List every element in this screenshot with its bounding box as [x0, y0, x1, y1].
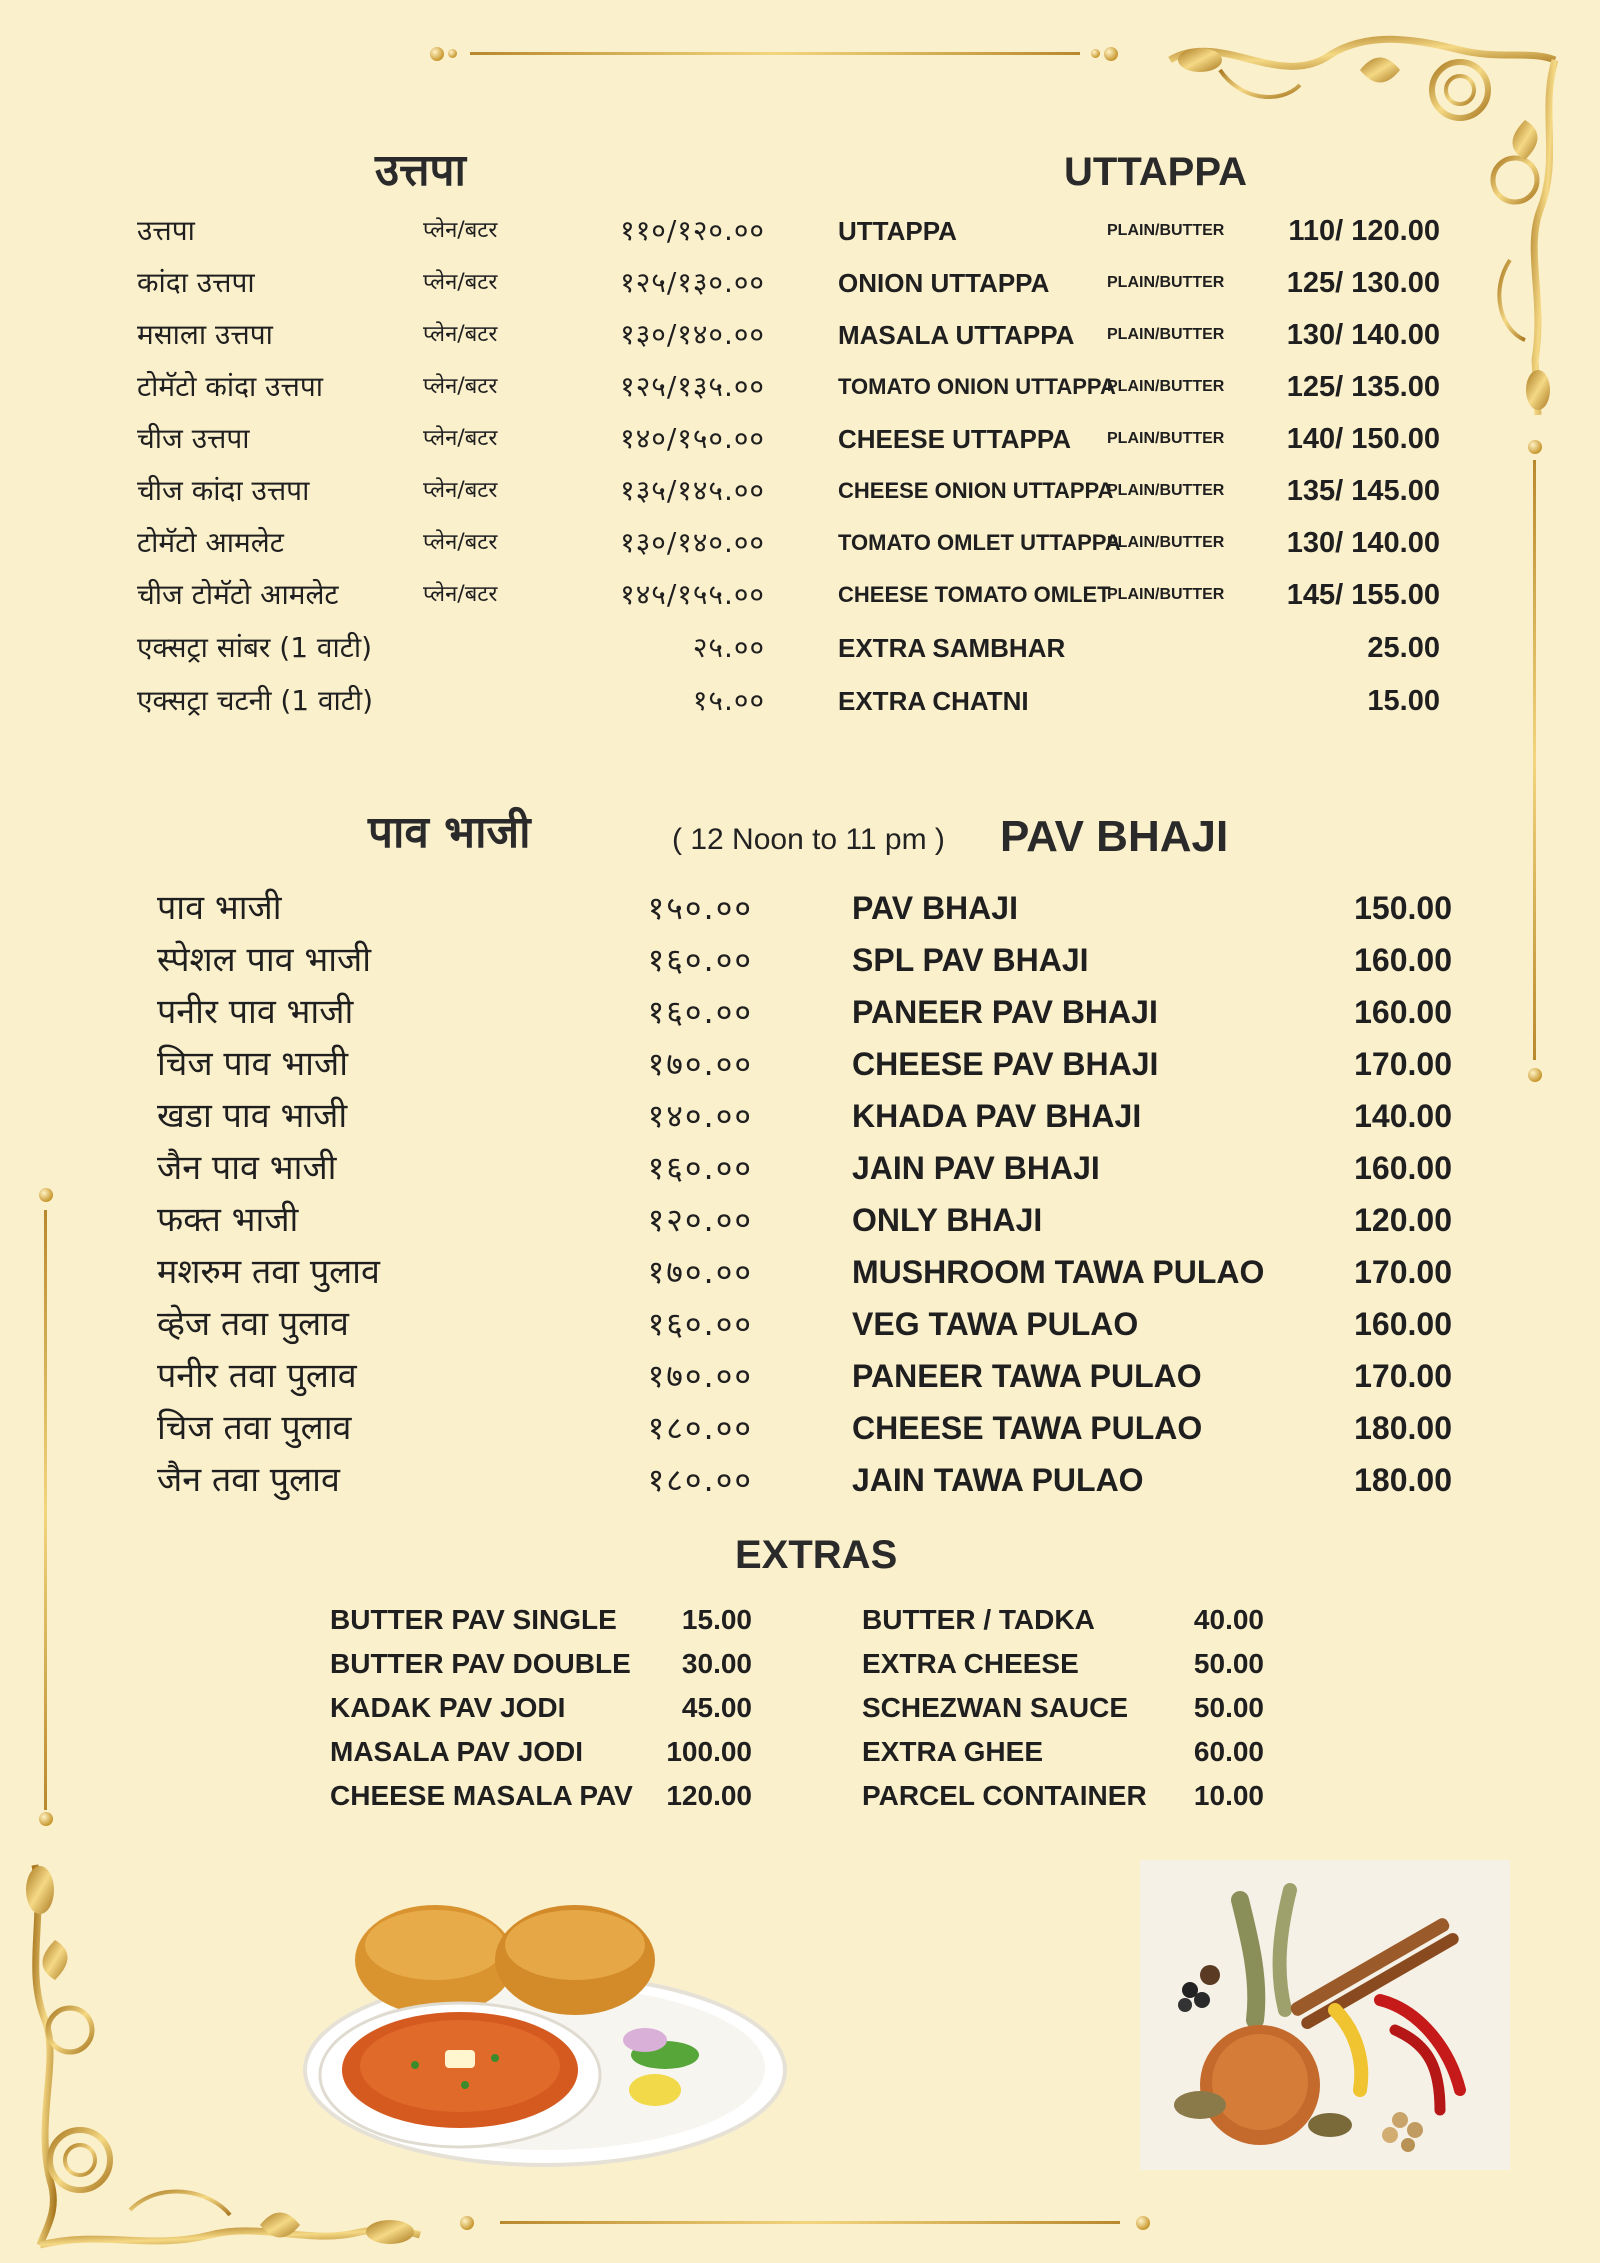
- list-item: [0, 1142, 1600, 1194]
- item-name-mr: एक्सट्रा चटनी (1 वाटी): [137, 684, 374, 717]
- item-price-mr: ११०/१२०.००: [620, 214, 765, 247]
- item-name-en: ONION UTTAPPA: [838, 268, 1050, 298]
- item-price-en: 15.00: [1367, 685, 1440, 717]
- item-name-en: SPL PAV BHAJI: [852, 942, 1089, 978]
- item-type-en: PLAIN/BUTTER: [1107, 326, 1225, 343]
- item-name-mr: उत्तपा: [137, 214, 195, 247]
- item-name-en: CHEESE UTTAPPA: [838, 424, 1072, 454]
- item-type-mr: प्लेन/बटर: [423, 582, 498, 607]
- item-price-en: 150.00: [1354, 890, 1452, 926]
- list-item: [0, 1402, 1600, 1454]
- list-item: [0, 309, 1600, 361]
- item-name-en: KHADA PAV BHAJI: [852, 1098, 1142, 1134]
- item-type-en: PLAIN/BUTTER: [1107, 534, 1225, 551]
- item-type-en: PLAIN/BUTTER: [1107, 430, 1225, 447]
- item-name-mr: जैन तवा पुलाव: [157, 1460, 340, 1500]
- item-name-en: UTTAPPA: [838, 216, 957, 246]
- item-price-mr: १७०.००: [647, 1045, 753, 1083]
- item-name-mr: चीज टोमॅटो आमलेट: [137, 578, 339, 611]
- item-price-en: 130/ 140.00: [1286, 527, 1440, 559]
- item-price-en: 160.00: [1354, 1150, 1452, 1186]
- item-price-mr: १६०.००: [647, 1305, 753, 1343]
- item-price-en: 125/ 135.00: [1286, 371, 1440, 403]
- item-name-mr: टोमॅटो कांदा उत्तपा: [137, 370, 323, 403]
- item-price-en: 130/ 140.00: [1286, 319, 1440, 351]
- item-price-mr: १४५/१५५.००: [620, 578, 765, 611]
- item-price-en: 135/ 145.00: [1286, 475, 1440, 507]
- extra-price: 50.00: [1193, 1648, 1264, 1679]
- item-name-en: JAIN PAV BHAJI: [852, 1150, 1100, 1186]
- item-name-en: MUSHROOM TAWA PULAO: [852, 1254, 1265, 1290]
- top-divider: [470, 52, 1080, 55]
- item-price-mr: १६०.००: [647, 1149, 753, 1187]
- list-item: [0, 1642, 1600, 1686]
- list-item: [0, 569, 1600, 621]
- item-name-en: CHEESE ONION UTTAPPA: [838, 478, 1114, 503]
- item-price-mr: १३०/१४०.००: [620, 318, 765, 351]
- list-item: [0, 1194, 1600, 1246]
- extra-price: 45.00: [681, 1692, 752, 1723]
- extra-price: 10.00: [1193, 1780, 1264, 1811]
- item-type-mr: प्लेन/बटर: [423, 322, 498, 347]
- list-item: [0, 257, 1600, 309]
- item-name-mr: कांदा उत्तपा: [137, 266, 255, 299]
- item-type-en: PLAIN/BUTTER: [1107, 586, 1225, 603]
- item-name-mr: खडा पाव भाजी: [157, 1096, 348, 1136]
- item-name-en: CHEESE PAV BHAJI: [852, 1046, 1159, 1082]
- extra-name: PARCEL CONTAINER: [862, 1780, 1147, 1811]
- list-item: [0, 1774, 1600, 1818]
- item-name-mr: मसाला उत्तपा: [137, 318, 273, 351]
- item-name-en: TOMATO OMLET UTTAPPA: [838, 530, 1121, 555]
- list-item: [0, 1350, 1600, 1402]
- item-type-mr: प्लेन/बटर: [423, 270, 498, 295]
- item-name-mr: टोमॅटो आमलेट: [137, 526, 284, 559]
- item-price-mr: २५.००: [692, 631, 765, 664]
- extra-name: MASALA PAV JODI: [330, 1736, 584, 1767]
- item-price-en: 160.00: [1354, 994, 1452, 1030]
- uttapa-title-en: UTTAPPA: [1064, 150, 1247, 194]
- item-name-en: EXTRA CHATNI: [838, 686, 1029, 716]
- item-price-mr: १३०/१४०.००: [620, 526, 765, 559]
- uttapa-title-mr: उत्तपा: [375, 145, 466, 196]
- top-dot-right-2: [1091, 49, 1100, 58]
- bottom-dot-left: [460, 2216, 474, 2230]
- list-item: [0, 622, 1600, 674]
- item-name-mr: चीज उत्तपा: [137, 422, 250, 455]
- item-price-en: 25.00: [1367, 632, 1440, 664]
- extra-price: 50.00: [1193, 1692, 1264, 1723]
- item-price-mr: १५.००: [692, 684, 765, 717]
- list-item: [0, 361, 1600, 413]
- item-price-en: 120.00: [1354, 1202, 1452, 1238]
- item-type-mr: प्लेन/बटर: [423, 374, 498, 399]
- item-name-mr: पनीर पाव भाजी: [157, 992, 354, 1032]
- list-item: [0, 1090, 1600, 1142]
- list-item: [0, 517, 1600, 569]
- item-price-mr: १७०.००: [647, 1357, 753, 1395]
- extra-price: 15.00: [681, 1604, 752, 1635]
- item-name-mr: पनीर तवा पुलाव: [157, 1356, 357, 1396]
- list-item: [0, 1038, 1600, 1090]
- extra-name: BUTTER / TADKA: [862, 1604, 1095, 1635]
- item-price-en: 180.00: [1354, 1462, 1452, 1498]
- list-item: [0, 1454, 1600, 1506]
- item-price-mr: १६०.००: [647, 993, 753, 1031]
- extra-name: KADAK PAV JODI: [330, 1692, 566, 1723]
- item-price-en: 145/ 155.00: [1286, 579, 1440, 611]
- extra-name: BUTTER PAV SINGLE: [330, 1604, 617, 1635]
- item-type-en: PLAIN/BUTTER: [1107, 482, 1225, 499]
- list-item: [0, 882, 1600, 934]
- bottom-dot-right: [1136, 2216, 1150, 2230]
- item-name-en: EXTRA SAMBHAR: [838, 633, 1066, 663]
- extras-title: EXTRAS: [735, 1533, 898, 1577]
- extra-price: 60.00: [1193, 1736, 1264, 1767]
- extra-name: EXTRA CHEESE: [862, 1648, 1079, 1679]
- list-item: [0, 1298, 1600, 1350]
- item-type-mr: प्लेन/बटर: [423, 426, 498, 451]
- item-price-en: 170.00: [1354, 1046, 1452, 1082]
- item-price-en: 180.00: [1354, 1410, 1452, 1446]
- item-price-en: 140/ 150.00: [1286, 423, 1440, 455]
- list-item: [0, 675, 1600, 727]
- list-item: [0, 1730, 1600, 1774]
- top-dot-left: [430, 47, 444, 61]
- item-type-en: PLAIN/BUTTER: [1107, 378, 1225, 395]
- extra-price: 30.00: [681, 1648, 752, 1679]
- item-name-en: JAIN TAWA PULAO: [852, 1462, 1144, 1498]
- list-item: [0, 986, 1600, 1038]
- item-price-mr: १८०.००: [647, 1409, 753, 1447]
- item-price-mr: १३५/१४५.००: [620, 474, 765, 507]
- item-type-mr: प्लेन/बटर: [423, 478, 498, 503]
- item-price-en: 160.00: [1354, 1306, 1452, 1342]
- item-type-en: PLAIN/BUTTER: [1107, 222, 1225, 239]
- item-price-en: 170.00: [1354, 1358, 1452, 1394]
- list-item: [0, 413, 1600, 465]
- item-name-mr: जैन पाव भाजी: [157, 1148, 337, 1188]
- pavbhaji-title-en: PAV BHAJI: [1000, 812, 1229, 861]
- item-name-en: CHEESE TOMATO OMLET: [838, 582, 1111, 607]
- item-name-en: PANEER PAV BHAJI: [852, 994, 1158, 1030]
- item-price-mr: १४०/१५०.००: [620, 422, 765, 455]
- item-name-mr: चिज तवा पुलाव: [157, 1408, 352, 1448]
- item-price-mr: १२०.००: [647, 1201, 753, 1239]
- list-item: [0, 205, 1600, 257]
- item-type-mr: प्लेन/बटर: [423, 218, 498, 243]
- item-name-mr: स्पेशल पाव भाजी: [157, 940, 372, 980]
- list-item: [0, 934, 1600, 986]
- item-name-mr: चीज कांदा उत्तपा: [137, 474, 310, 507]
- item-name-en: CHEESE TAWA PULAO: [852, 1410, 1203, 1446]
- item-price-mr: १७०.००: [647, 1253, 753, 1291]
- item-name-mr: मशरुम तवा पुलाव: [157, 1252, 380, 1292]
- item-price-mr: १६०.००: [647, 941, 753, 979]
- item-name-mr: पाव भाजी: [157, 888, 282, 928]
- bottom-divider: [500, 2221, 1120, 2224]
- item-name-mr: व्हेज तवा पुलाव: [157, 1304, 349, 1344]
- pavbhaji-timing: ( 12 Noon to 11 pm ): [672, 823, 945, 856]
- list-item: [0, 1598, 1600, 1642]
- item-name-en: TOMATO ONION UTTAPPA: [838, 374, 1116, 399]
- item-type-en: PLAIN/BUTTER: [1107, 274, 1225, 291]
- item-price-mr: १२५/१३०.००: [620, 266, 765, 299]
- item-name-en: PANEER TAWA PULAO: [852, 1358, 1202, 1394]
- extra-name: EXTRA GHEE: [862, 1736, 1043, 1767]
- item-name-en: VEG TAWA PULAO: [852, 1306, 1139, 1342]
- item-price-mr: १५०.००: [647, 889, 753, 927]
- item-name-en: MASALA UTTAPPA: [838, 320, 1075, 350]
- extra-price: 120.00: [666, 1780, 752, 1811]
- top-dot-left-2: [448, 49, 457, 58]
- item-price-en: 170.00: [1354, 1254, 1452, 1290]
- list-item: [0, 1246, 1600, 1298]
- item-price-mr: १८०.००: [647, 1461, 753, 1499]
- item-type-mr: प्लेन/बटर: [423, 530, 498, 555]
- top-dot-right: [1104, 47, 1118, 61]
- extra-name: BUTTER PAV DOUBLE: [330, 1648, 631, 1679]
- item-price-mr: १२५/१३५.००: [620, 370, 765, 403]
- item-price-mr: १४०.००: [647, 1097, 753, 1135]
- item-name-en: ONLY BHAJI: [852, 1202, 1043, 1238]
- extra-name: CHEESE MASALA PAV: [330, 1780, 633, 1811]
- extra-price: 40.00: [1193, 1604, 1264, 1635]
- item-price-en: 140.00: [1354, 1098, 1452, 1134]
- list-item: [0, 465, 1600, 517]
- item-price-en: 160.00: [1354, 942, 1452, 978]
- list-item: [0, 1686, 1600, 1730]
- pav-bhaji-plate-icon: [295, 1890, 795, 2180]
- spices-icon: [1140, 1860, 1510, 2170]
- item-name-mr: फक्त भाजी: [157, 1200, 299, 1240]
- pavbhaji-title-mr: पाव भाजी: [368, 807, 531, 858]
- item-price-en: 110/ 120.00: [1288, 215, 1440, 247]
- item-name-en: PAV BHAJI: [852, 890, 1018, 926]
- item-name-mr: चिज पाव भाजी: [157, 1044, 349, 1084]
- extra-name: SCHEZWAN SAUCE: [862, 1692, 1129, 1723]
- item-name-mr: एक्सट्रा सांबर (1 वाटी): [137, 631, 373, 664]
- item-price-en: 125/ 130.00: [1286, 267, 1440, 299]
- extra-price: 100.00: [666, 1736, 752, 1767]
